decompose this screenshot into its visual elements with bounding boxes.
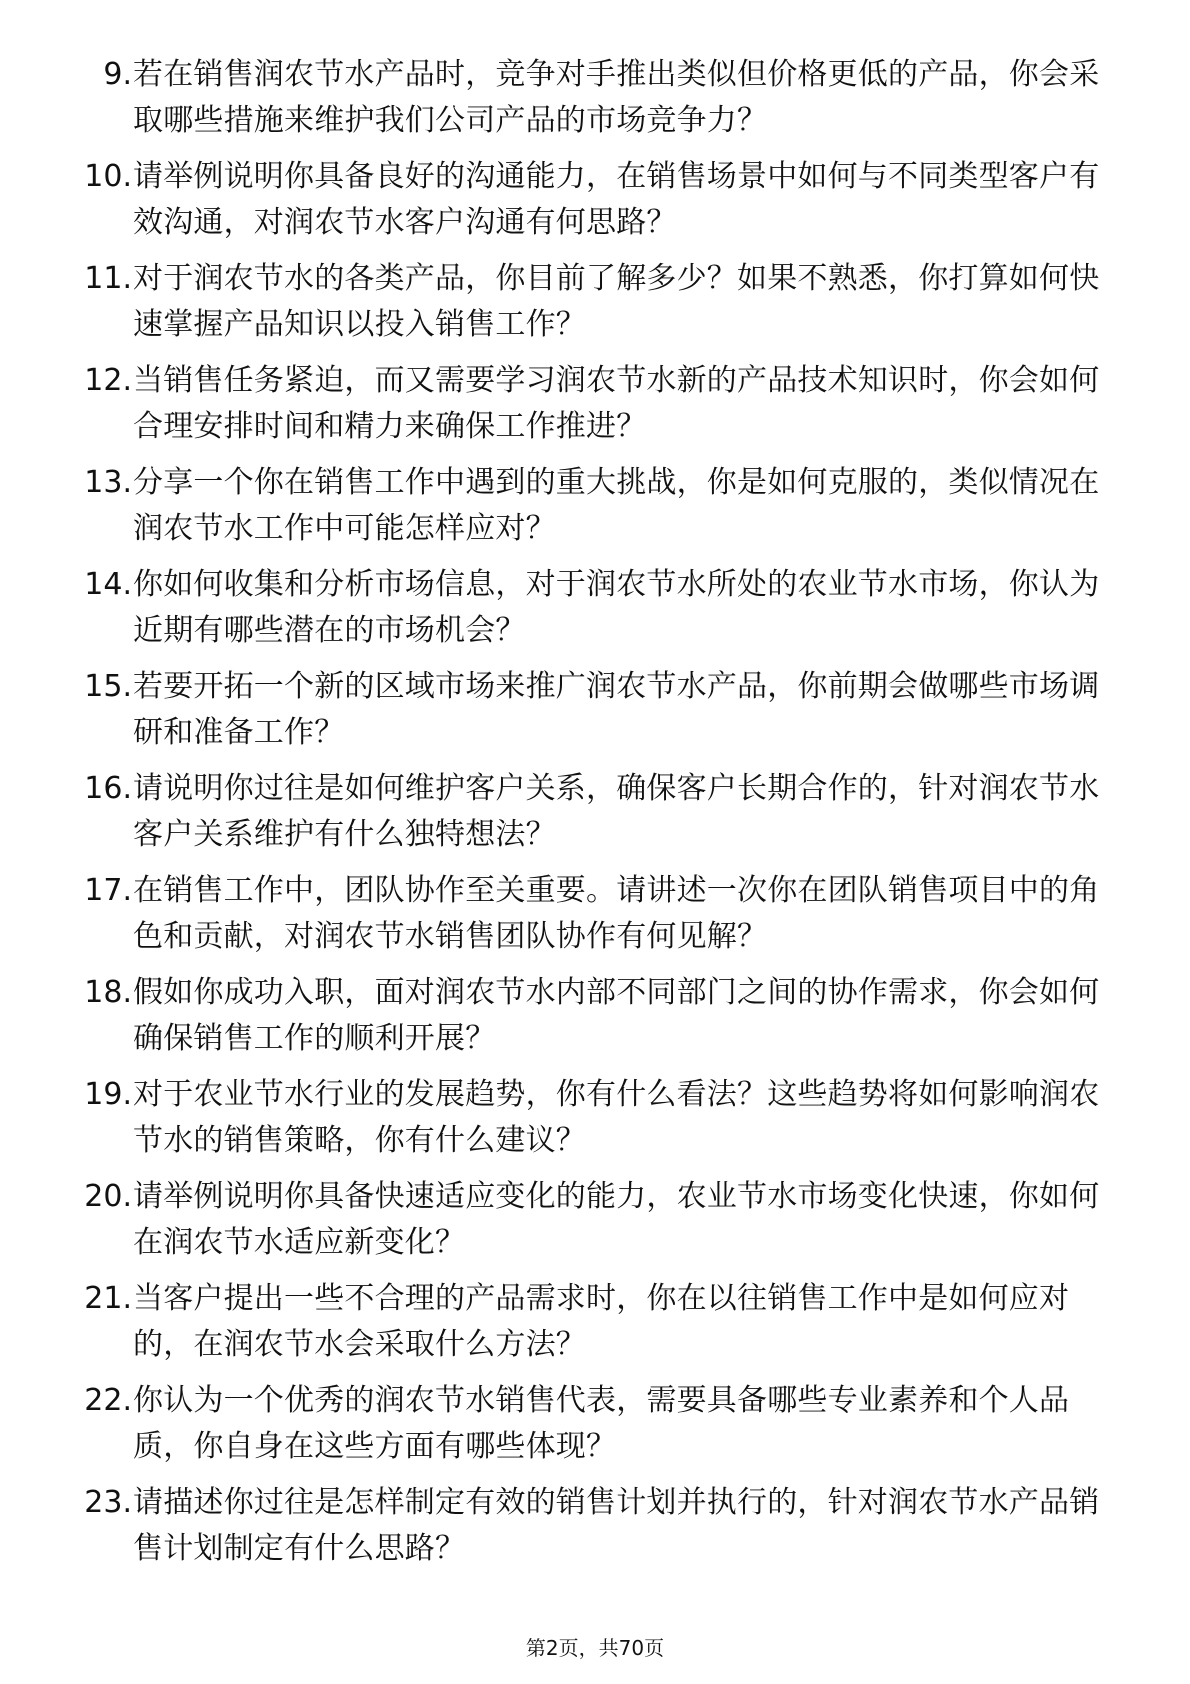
question-number: 22. — [84, 1383, 132, 1418]
question-number: 19. — [84, 1077, 132, 1112]
question-number: 18. — [84, 975, 132, 1010]
question-item — [0, 358, 1190, 460]
question-text: 对于润农节水的各类产品，你目前了解多少？如果不熟悉，你打算如何快速掌握产品知识以投入销售工作？ — [133, 261, 1100, 342]
question-text: 你如何收集和分析市场信息，对于润农节水所处的农业节水市场，你认为近期有哪些潜在的市场机会？ — [133, 567, 1100, 648]
question-number: 11. — [84, 261, 132, 296]
question-number: 13. — [84, 465, 132, 500]
question-text: 若要开拓一个新的区域市场来推广润农节水产品，你前期会做哪些市场调研和准备工作？ — [133, 669, 1100, 750]
question-text: 假如你成功入职，面对润农节水内部不同部门之间的协作需求，你会如何确保销售工作的顺利开展？ — [133, 975, 1100, 1056]
question-text: 在销售工作中，团队协作至关重要。请讲述一次你在团队销售项目中的角色和贡献，对润农节水销售团队协作有何见解？ — [133, 873, 1100, 954]
question-item — [0, 970, 1190, 1072]
question-item — [0, 868, 1190, 970]
question-item — [0, 766, 1190, 868]
question-number: 21. — [84, 1281, 132, 1316]
question-number: 14. — [84, 567, 132, 602]
question-text: 对于农业节水行业的发展趋势，你有什么看法？这些趋势将如何影响润农节水的销售策略，你有什么建议？ — [133, 1077, 1100, 1158]
question-number: 17. — [84, 873, 132, 908]
question-text: 请说明你过往是如何维护客户关系，确保客户长期合作的，针对润农节水客户关系维护有什么独特想法？ — [133, 771, 1100, 852]
question-item — [0, 1480, 1190, 1582]
question-item — [0, 1174, 1190, 1276]
question-item — [0, 664, 1190, 766]
question-item — [0, 52, 1190, 154]
question-item — [0, 154, 1190, 256]
question-item — [0, 256, 1190, 358]
page-footer: 第2页，共70页 — [525, 1636, 665, 1660]
question-item — [0, 1378, 1190, 1480]
question-text: 请举例说明你具备良好的沟通能力，在销售场景中如何与不同类型客户有效沟通，对润农节水客户沟通有何思路？ — [133, 159, 1100, 240]
question-item — [0, 1072, 1190, 1174]
question-item — [0, 562, 1190, 664]
question-text: 当客户提出一些不合理的产品需求时，你在以往销售工作中是如何应对的，在润农节水会采取什么方法？ — [133, 1281, 1070, 1362]
question-text: 当销售任务紧迫，而又需要学习润农节水新的产品技术知识时，你会如何合理安排时间和精力来确保工作推进？ — [133, 363, 1100, 444]
question-text: 请举例说明你具备快速适应变化的能力，农业节水市场变化快速，你如何在润农节水适应新变化？ — [133, 1179, 1100, 1260]
question-text: 你认为一个优秀的润农节水销售代表，需要具备哪些专业素养和个人品质，你自身在这些方面有哪些体现？ — [133, 1383, 1070, 1464]
question-item — [0, 1276, 1190, 1378]
question-number: 9. — [103, 57, 132, 92]
question-number: 16. — [84, 771, 132, 806]
question-number: 15. — [84, 669, 132, 704]
question-list — [0, 52, 1190, 1582]
question-number: 20. — [84, 1179, 132, 1214]
question-text: 请描述你过往是怎样制定有效的销售计划并执行的，针对润农节水产品销售计划制定有什么思路？ — [133, 1485, 1100, 1566]
question-number: 23. — [84, 1485, 132, 1520]
question-item — [0, 460, 1190, 562]
question-text: 分享一个你在销售工作中遇到的重大挑战，你是如何克服的，类似情况在润农节水工作中可能怎样应对？ — [133, 465, 1100, 546]
question-number: 12. — [84, 363, 132, 398]
question-number: 10. — [84, 159, 132, 194]
question-text: 若在销售润农节水产品时，竞争对手推出类似但价格更低的产品，你会采取哪些措施来维护我们公司产品的市场竞争力？ — [133, 57, 1100, 138]
